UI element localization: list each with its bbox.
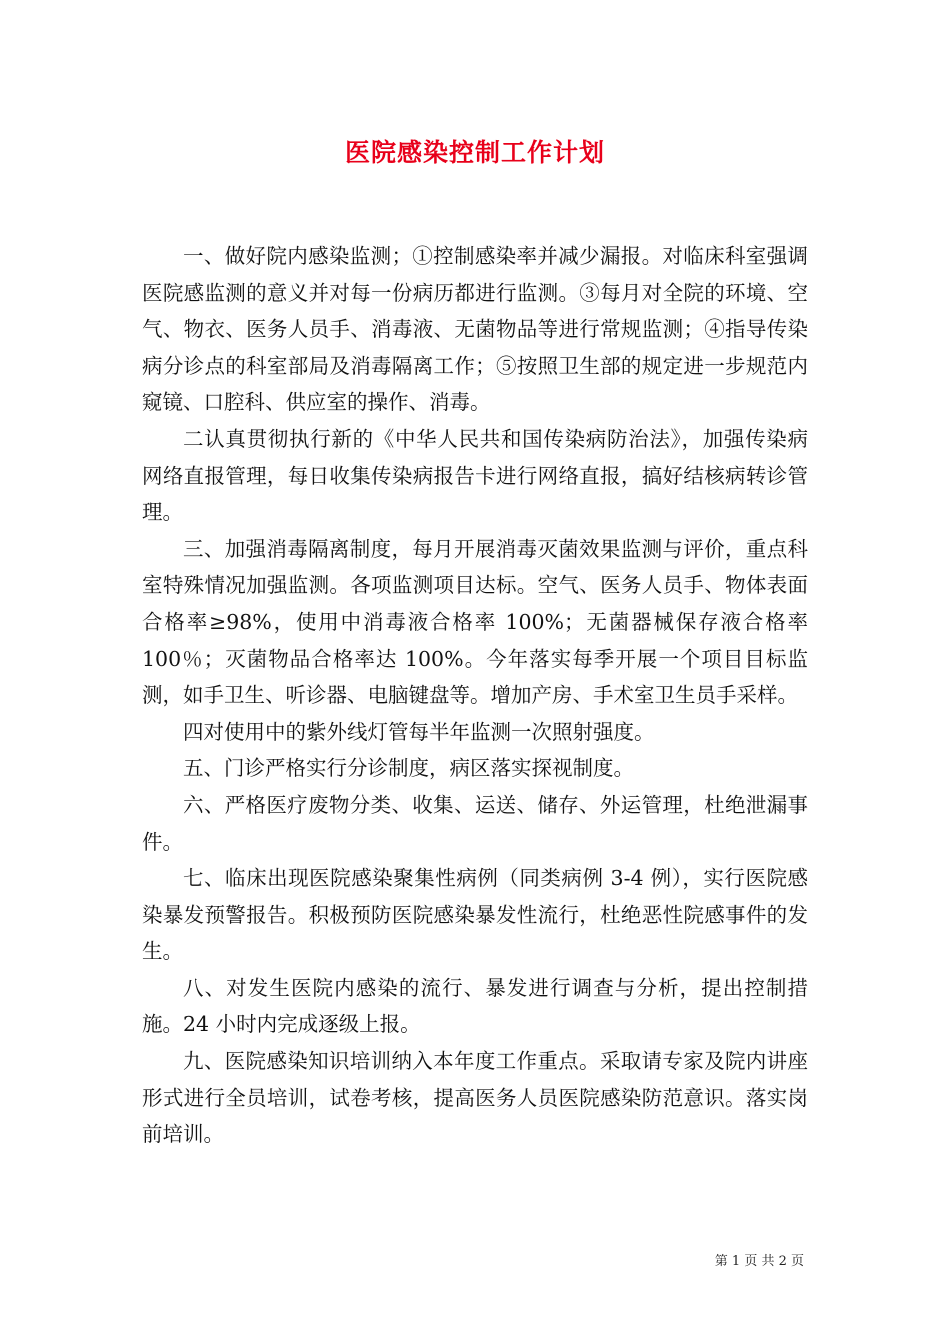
page-title: 医院感染控制工作计划 xyxy=(344,138,605,167)
paragraph-6: 六、严格医疗废物分类、收集、运送、储存、外运管理，杜绝泄漏事件。 xyxy=(142,792,808,854)
document-body xyxy=(142,238,808,1153)
paragraph-4: 四对使用中的紫外线灯管每半年监测一次照射强度。 xyxy=(183,719,655,744)
paragraph-9: 九、医院感染知识培训纳入本年度工作重点。采取请专家及院内讲座形式进行全员培训，试卷考核，提高医务人员医院感染防范意识。落实岗前培训。 xyxy=(142,1049,808,1147)
paragraph-8: 八、对发生医院内感染的流行、暴发进行调查与分析，提出控制措施。24 小时内完成逐级上报。 xyxy=(142,975,808,1037)
paragraph-7: 七、临床出现医院感染聚集性病例（同类病例 3-4 例），实行医院感染暴发预警报告。积极预防医院感染暴发性流行，杜绝恶性院感事件的发生。 xyxy=(142,866,808,964)
paragraph-2: 二认真贯彻执行新的《中华人民共和国传染病防治法》，加强传染病网络直报管理，每日收集传染病报告卡进行网络直报，搞好结核病转诊管理。 xyxy=(142,426,808,525)
paragraph-5: 五、门诊严格实行分诊制度，病区落实探视制度。 xyxy=(183,756,634,781)
paragraph-3: 三、加强消毒隔离制度，每月开展消毒灭菌效果监测与评价，重点科室特殊情况加强监测。各项监测项目达标。空气、医务人员手、物体表面合格率≥98%，使用中消毒液合格率 100%；无菌器械保存液合格率 100％；灭菌物品合格率达 100%。今年落实每季开展一个项目目标监测，如手卫生、听诊器、电脑键盘等。增加产房、手术室卫生员手采样。 xyxy=(142,536,808,708)
page-number: 第 1 页 共 2 页 xyxy=(714,1254,804,1269)
paragraph-1: 一、做好院内感染监测；①控制感染率并减少漏报。对临床科室强调医院感监测的意义并对每一份病历都进行监测。③每月对全院的环境、空气、物衣、医务人员手、消毒液、无菌物品等进行常规监测；④指导传染病分诊点的科室部局及消毒隔离工作；⑤按照卫生部的规定进一步规范内窥镜、口腔科、供应室的操作、消毒。 xyxy=(142,244,808,415)
